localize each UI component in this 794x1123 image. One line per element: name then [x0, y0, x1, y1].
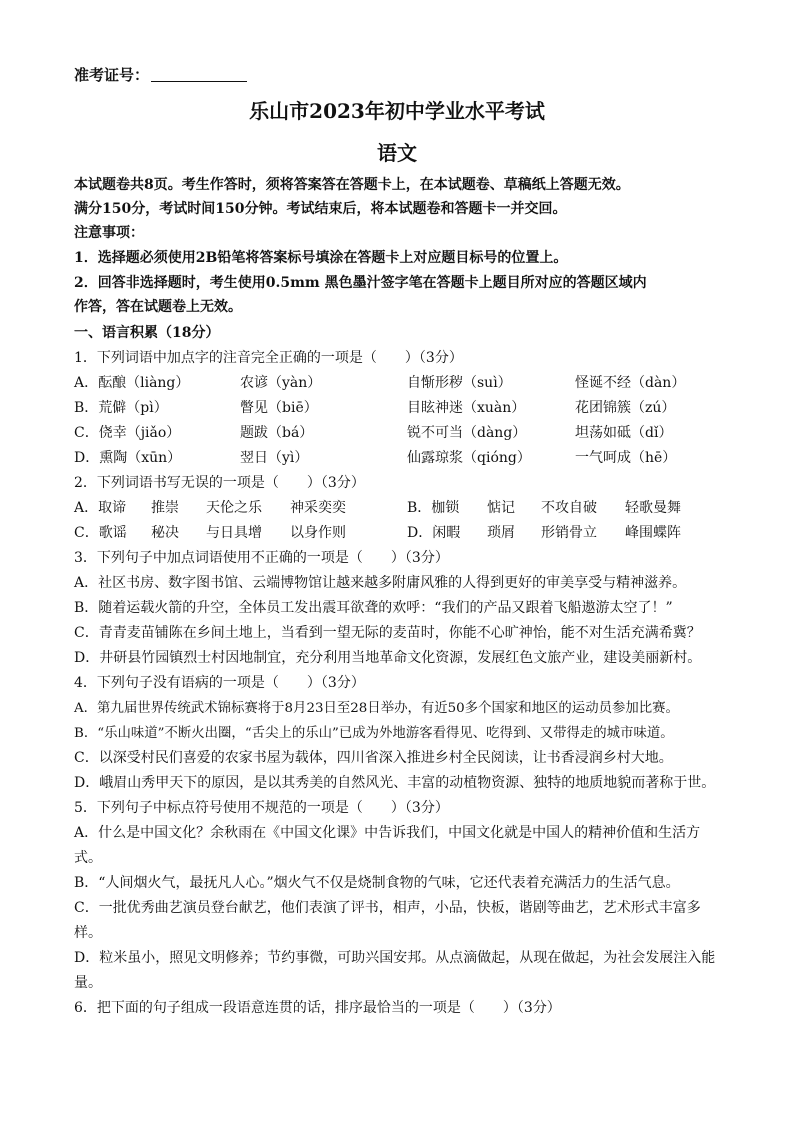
- q1-row-c-col-2: 题跋（bá）: [240, 425, 314, 441]
- question-1-stem: 1．下列词语中加点字的注音完全正确的一项是（ ）（3分）: [74, 350, 463, 366]
- q2-row-2-word-3: 与日具增: [206, 525, 262, 541]
- exam-id-line: [74, 64, 247, 85]
- q1-row-a-col-3: 自惭形秽（suì）: [407, 375, 512, 391]
- q1-row-c-col-3: 锐不可当（dàng）: [407, 425, 527, 441]
- q3-option-a: A．社区书房、数字图书馆、云端博物馆让越来越多附庸风雅的人得到更好的审美享受与精神滋养。: [74, 575, 687, 591]
- q1-row-b-col-4: 花团锦簇（zú）: [575, 400, 676, 416]
- q2-row-2-word-1: C．歌谣: [74, 525, 127, 541]
- q5-option-d-line-2: 量。: [74, 975, 102, 991]
- notes-label: 注意事项：: [74, 225, 144, 241]
- note-2-line-2: 作答，答在试题卷上无效。: [74, 299, 242, 315]
- question-6-stem: 6．把下面的句子组成一段语意连贯的话，排序最恰当的一项是（ ）（3分）: [74, 1000, 561, 1016]
- note-2-line-1: 2．回答非选择题时，考生使用0.5mm 黑色墨汁签字笔在答题卡上题目所对应的答题区域内: [74, 275, 647, 291]
- q1-row-a-col-1: A．酝酿（liàng）: [74, 375, 190, 391]
- exam-title: 乐山市2023年初中学业水平考试: [249, 99, 545, 123]
- q1-row-b-col-2: 瞥见（biē）: [240, 400, 318, 416]
- q2-row-2-word-4: 以身作则: [290, 525, 346, 541]
- q2-row-1-word-8: 轻歌曼舞: [625, 500, 681, 516]
- question-2-stem: 2．下列词语书写无误的一项是（ ）（3分）: [74, 475, 365, 491]
- exam-id-label: 准考证号：: [74, 66, 150, 84]
- q5-option-c-line-2: 样。: [74, 925, 102, 941]
- q1-row-c-col-4: 坦荡如砥（dǐ）: [575, 425, 673, 441]
- q3-option-d: D．井研县竹园镇烈士村因地制宜，充分利用当地革命文化资源，发展红色文旅产业，建设美丽新村。: [74, 650, 702, 666]
- q2-row-1-word-2: 推崇: [151, 500, 179, 516]
- q1-row-d-col-3: 仙露琼浆（qióng）: [407, 450, 531, 466]
- q5-option-b: B．“人间烟火气，最抚凡人心。”烟火气不仅是烧制食物的气味，它还代表着充满活力的生活气息。: [74, 875, 680, 891]
- q4-option-b: B．“乐山味道”不断火出圈，“舌尖上的乐山”已成为外地游客看得见、吃得到、又带得走的城市味道。: [74, 726, 674, 741]
- q4-option-a: A．第九届世界传统武术锦标赛将于8月23日至28日举办，有近50多个国家和地区的运动员参加比赛。: [74, 701, 679, 716]
- q2-row-1-word-4: 神采奕奕: [290, 500, 346, 516]
- q2-row-2-word-8: 峰围蝶阵: [625, 525, 681, 541]
- q1-row-d-col-4: 一气呵成（hē）: [575, 450, 677, 466]
- q5-option-c-line-1: C．一批优秀曲艺演员登台献艺，他们表演了评书，相声，小品，快板，谐剧等曲艺，艺术形式丰富多: [74, 900, 701, 916]
- question-5-stem: 5．下列句子中标点符号使用不规范的一项是（ ）（3分）: [74, 800, 449, 816]
- q2-row-2-word-7: 形销骨立: [541, 525, 597, 541]
- q2-row-2-word-5: D．闲暇: [407, 525, 461, 541]
- q2-row-1-word-6: 惦记: [487, 500, 515, 516]
- q4-option-c: C．以深受村民们喜爱的农家书屋为载体，四川省深入推进乡村全民阅读，让书香浸润乡村大地。: [74, 750, 673, 766]
- q4-option-d: D．峨眉山秀甲天下的原因，是以其秀美的自然风光、丰富的动植物资源、独特的地质地貌而著称于世。: [74, 775, 716, 791]
- q2-row-2-word-2: 秘决: [151, 525, 179, 541]
- q1-row-b-col-1: B．荒僻（pì）: [74, 400, 168, 416]
- q3-option-c: C．青青麦苗铺陈在乡间土地上，当看到一望无际的麦苗时，你能不心旷神怡，能不对生活充满希冀？: [74, 625, 701, 641]
- q1-row-d-col-1: D．熏陶（xūn）: [74, 450, 182, 466]
- instruction-line-2: 满分150分，考试时间150分钟。考试结束后，将本试题卷和答题卡一并交回。: [74, 201, 567, 217]
- q1-row-c-col-1: C．侥幸（jiǎo）: [74, 425, 181, 441]
- q1-row-b-col-3: 目眩神迷（xuàn）: [407, 400, 526, 416]
- q5-option-a-line-2: 式。: [74, 850, 102, 866]
- question-4-stem: 4．下列句子没有语病的一项是（ ）（3分）: [74, 675, 365, 691]
- q2-row-2-word-6: 琐屑: [487, 525, 515, 541]
- q2-row-1-word-7: 不攻自破: [541, 500, 597, 516]
- q2-row-1-word-1: A．取谛: [74, 500, 127, 516]
- question-3-stem: 3．下列句子中加点词语使用不正确的一项是（ ）（3分）: [74, 550, 449, 566]
- q2-row-1-word-5: B．枷锁: [407, 500, 460, 516]
- exam-id-field[interactable]: [151, 67, 247, 82]
- q1-row-a-col-4: 怪诞不经（dàn）: [575, 375, 686, 391]
- q1-row-a-col-2: 农谚（yàn）: [240, 375, 322, 391]
- q2-row-1-word-3: 天伦之乐: [206, 500, 262, 516]
- note-1: 1．选择题必须使用2B铅笔将答案标号填涂在答题卡上对应题目标号的位置上。: [74, 250, 568, 266]
- instruction-line-1: 本试题卷共8页。考生作答时，须将答案答在答题卡上，在本试题卷、草稿纸上答题无效。: [74, 177, 630, 193]
- exam-subject: 语文: [377, 141, 417, 165]
- q1-row-d-col-2: 翌日（yì）: [240, 450, 309, 466]
- q3-option-b: B．随着运载火箭的升空，全体员工发出震耳欲聋的欢呼：“我们的产品又跟着飞船遨游太空了！”: [74, 600, 673, 616]
- section-1-heading: 一、语言积累（18分）: [74, 325, 220, 341]
- q5-option-a-line-1: A．什么是中国文化？余秋雨在《中国文化课》中告诉我们，中国文化就是中国人的精神价值和生活方: [74, 825, 701, 841]
- q5-option-d-line-1: D．粒米虽小，照见文明修养；节约事微，可助兴国安邦。从点滴做起，从现在做起，为社会发展注入能: [74, 950, 716, 966]
